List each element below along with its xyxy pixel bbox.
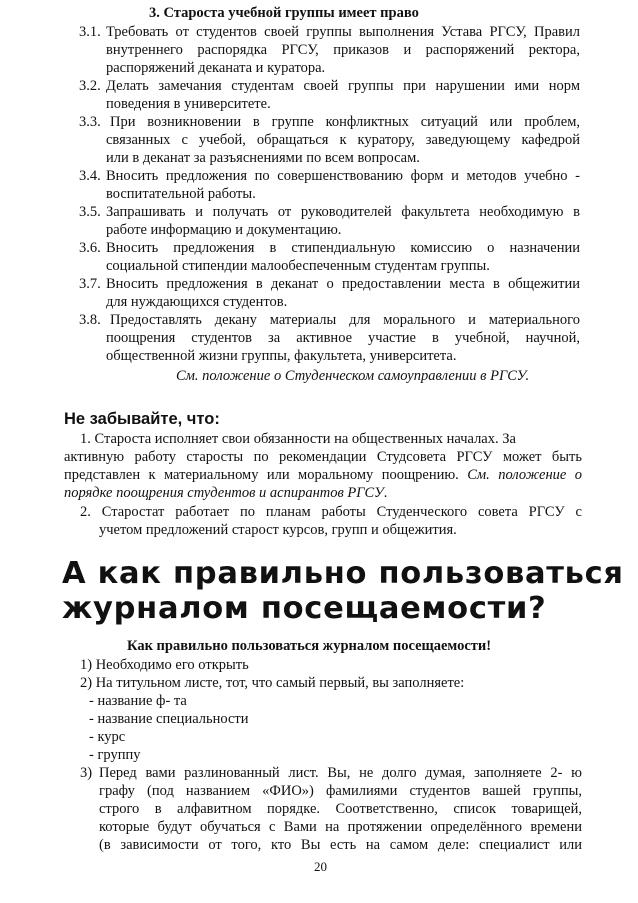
journal-step-3-line-1: Перед вами разлинованный лист. Вы, не долго думая, заполняете 2- ю xyxy=(99,765,582,781)
journal-field-faculty: - название ф- та xyxy=(89,693,187,709)
item-3-2-number: 3.2. xyxy=(79,78,101,94)
remember-p2-line-1: 2. Старостат работает по планам работы Студенческого совета РГСУ с xyxy=(80,504,582,520)
section-3-note: См. положение о Студенческом самоуправлении в РГСУ. xyxy=(176,368,530,384)
item-3-3-line-3: или в деканат за разъяснениями по всем вопросам. xyxy=(106,150,420,166)
item-3-8-line-1: Предоставлять декану материалы для морального и материального xyxy=(110,312,580,328)
item-3-7-line-1: Вносить предложения в деканат о предоставлении места в общежитии xyxy=(106,276,580,292)
item-3-1-line-3: распоряжений деканата и куратора. xyxy=(106,60,326,76)
journal-step-3-number: 3) xyxy=(80,765,93,781)
item-3-4-line-1: Вносить предложения по совершенствованию форм и методов учебно - xyxy=(106,168,580,184)
item-3-3-number: 3.3. xyxy=(79,114,101,130)
item-3-8-line-3: общественной жизни группы, факультета, университета. xyxy=(106,348,457,364)
remember-p1-line-4-italic: порядке поощрения студентов и аспирантов РГСУ xyxy=(64,485,384,501)
item-3-5-line-2: работе информацию и документацию. xyxy=(106,222,342,238)
item-3-4-number: 3.4. xyxy=(79,168,101,184)
item-3-7-line-2: для нуждающихся студентов. xyxy=(106,294,288,310)
journal-field-group: - группу xyxy=(89,747,141,763)
journal-step-1: 1) Необходимо его открыть xyxy=(80,657,249,673)
heading-line-2: журналом посещаемости? xyxy=(62,591,547,626)
remember-p1-line-4 xyxy=(64,484,387,502)
journal-subtitle: Как правильно пользоваться журналом посещаемости! xyxy=(127,638,492,654)
item-3-8-line-2: поощрения студентов за активное участие в учебной, научной, xyxy=(106,330,580,346)
item-3-6-line-1: Вносить предложения в стипендиальную комиссию о назначении xyxy=(106,240,580,256)
remember-p1-line-4-end: . xyxy=(383,485,388,501)
remember-p1-line-3-italic: См. положение о xyxy=(467,467,583,483)
item-3-2-line-1: Делать замечания студентам своей группы при нарушении ими норм xyxy=(106,78,580,94)
item-3-6-number: 3.6. xyxy=(79,240,101,256)
item-3-6-line-2: социальной стипендии малообеспеченным студентам группы. xyxy=(106,258,490,274)
journal-step-3-line-3: строго в алфавитном порядке. Соответственно, список товарищей, xyxy=(99,801,582,817)
item-3-1-number: 3.1. xyxy=(79,24,101,40)
journal-step-3-line-4: которые будут обучаться с Вами на протяжении определённого времени xyxy=(99,819,582,835)
remember-p1-line-3 xyxy=(64,466,582,484)
journal-step-3-line-5: (в зависимости от того, кто Вы есть на самом деле: специалист или xyxy=(99,837,582,853)
journal-field-specialty: - название специальности xyxy=(89,711,249,727)
item-3-7-number: 3.7. xyxy=(79,276,101,292)
remember-p2-line-2: учетом предложений старост курсов, групп и общежития. xyxy=(99,522,457,538)
item-3-3-line-1: При возникновении в группе конфликтных ситуаций или проблем, xyxy=(110,114,580,130)
journal-field-course: - курс xyxy=(89,729,126,745)
item-3-4-line-2: воспитательной работы. xyxy=(106,186,256,202)
journal-step-3-line-2: графу (под названием «ФИО») фамилиями студентов вашей группы, xyxy=(99,783,582,799)
heading-line-1: А как правильно пользоваться xyxy=(62,556,624,591)
item-3-8-number: 3.8. xyxy=(79,312,101,328)
item-3-2-line-2: поведения в университете. xyxy=(106,96,271,112)
remember-p1-line-3-text: представлен к материальному или моральному поощрению. xyxy=(64,467,459,483)
page-number: 20 xyxy=(314,859,327,874)
item-3-5-number: 3.5. xyxy=(79,204,101,220)
remember-title: Не забывайте, что: xyxy=(64,410,220,428)
remember-p1-line-1: 1. Староста исполняет свои обязанности на общественных началах. За xyxy=(80,431,516,447)
item-3-5-line-1: Запрашивать и получать от руководителей факультета необходимую в xyxy=(106,204,580,220)
section-3-title: 3. Староста учебной группы имеет право xyxy=(149,5,419,21)
journal-step-2: 2) На титульном листе, тот, что самый первый, вы заполняете: xyxy=(80,675,465,691)
remember-p1-line-2: активную работу старосты по рекомендации Студсовета РГСУ может быть xyxy=(64,449,582,465)
item-3-1-line-1: Требовать от студентов своей группы выполнения Устава РГСУ, Правил xyxy=(106,24,580,40)
item-3-3-line-2: связанных с учебой, обращаться к куратору, заведующему кафедрой xyxy=(106,132,580,148)
item-3-1-line-2: внутреннего распорядка РГСУ, приказов и распоряжений ректора, xyxy=(106,42,580,58)
